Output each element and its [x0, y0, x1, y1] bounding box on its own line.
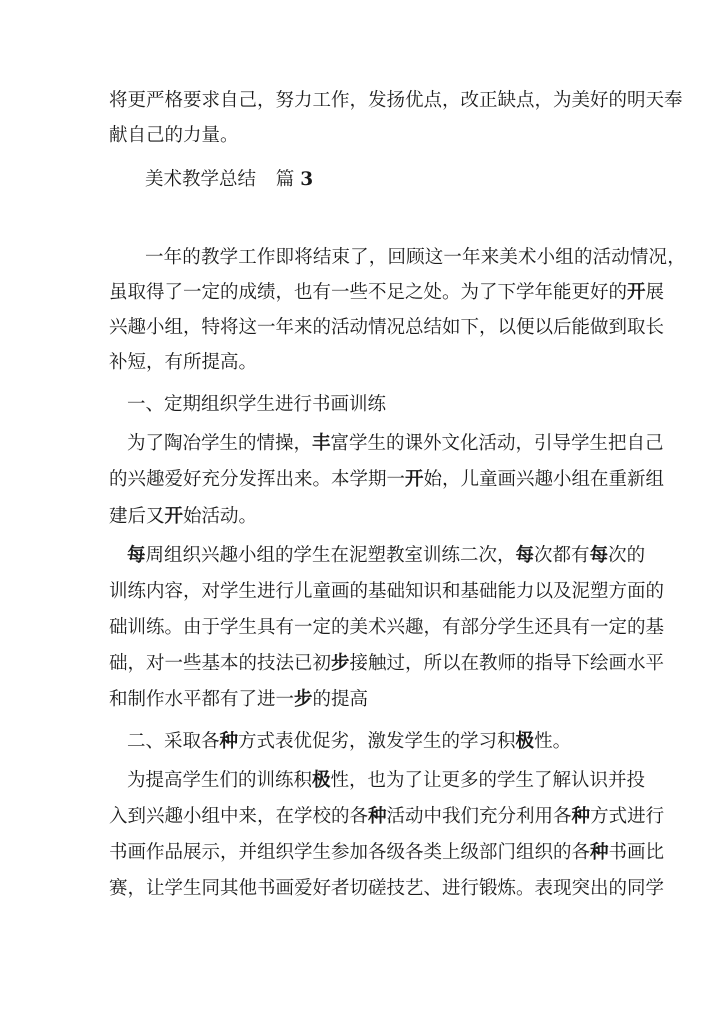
- paragraph-line: [109, 123, 613, 149]
- paragraph-line: [109, 88, 683, 114]
- text-segment: 方式进行: [590, 806, 665, 827]
- heading-text: 一、定期组织学生进行书画训练: [127, 394, 387, 415]
- text-segment: 次的: [608, 545, 646, 566]
- text-segment: 周组织兴趣小组的学生在泥塑教室训练二次，: [145, 545, 516, 566]
- text-segment: 性，也为了让更多的学生了解认识并投: [330, 770, 646, 791]
- paragraph-line: [109, 687, 613, 713]
- paragraph-line: [109, 315, 665, 341]
- text-segment-bold: 每: [127, 545, 146, 566]
- text-segment-bold: 种: [590, 842, 609, 863]
- text-segment: 为了陶冶学生的情操，: [127, 433, 313, 454]
- text-segment: 书画作品展示，并组织学生参加各级各类上级部门组织的各: [109, 842, 591, 863]
- text-segment: 虽取得了一定的成绩，也有一些不足之处。为了下学年能更好的: [109, 282, 628, 303]
- text-segment-bold: 开: [627, 282, 646, 303]
- text-segment-bold: 开: [164, 506, 184, 527]
- text-segment-bold: 步: [294, 689, 313, 710]
- heading-text: 美术教学总结: [145, 169, 257, 190]
- text-segment: 的提高: [312, 689, 369, 710]
- text-segment: 活动中我们充分利用各: [386, 806, 572, 827]
- paragraph-line: [127, 768, 646, 794]
- paragraph-line: [127, 431, 664, 457]
- text-segment: 补短，有所提高。: [109, 352, 258, 373]
- heading-text-bold: 极: [515, 731, 535, 752]
- paragraph-line: [109, 579, 665, 605]
- text-segment-bold: 步: [331, 653, 350, 674]
- text-segment: 将更严格要求自己，努力工作，发扬优点，改正缺点，为美好的明天奉: [109, 90, 683, 111]
- text-segment: 础，对一些基本的技法已初: [109, 653, 332, 674]
- text-segment: 始，儿童画兴趣小组在重新组: [423, 469, 665, 490]
- paragraph-line: [109, 651, 665, 677]
- text-segment: 赛，让学生同其他书画爱好者切磋技艺、进行锻炼。表现突出的同学: [109, 878, 665, 899]
- text-segment: 始活动。: [183, 506, 258, 527]
- paragraph-line: [109, 280, 665, 306]
- text-segment: 入到兴趣小组中来，在学校的各: [109, 806, 369, 827]
- text-segment-bold: 种: [368, 806, 387, 827]
- text-segment: 献自己的力量。: [109, 125, 239, 146]
- section-heading: [127, 392, 613, 418]
- heading-text-bold: 种: [219, 731, 239, 752]
- heading-text: 性。: [534, 731, 572, 752]
- paragraph-line: [109, 840, 665, 866]
- text-segment-bold: 每: [515, 545, 535, 566]
- text-segment: 为提高学生们的训练积: [127, 770, 313, 791]
- text-segment-bold: 极: [312, 770, 331, 791]
- text-segment-bold: 每: [589, 545, 609, 566]
- text-segment-bold: 丰: [312, 433, 331, 454]
- paragraph-line: [109, 350, 613, 376]
- paragraph-line: [109, 504, 613, 530]
- paragraph-line: [109, 467, 665, 493]
- text-segment: 的兴趣爱好充分发挥出来。本学期一: [109, 469, 406, 490]
- section-heading: [127, 729, 613, 755]
- text-segment: 书画比: [608, 842, 665, 863]
- text-segment: 训练内容，对学生进行儿童画的基础知识和基础能力以及泥塑方面的: [109, 581, 665, 602]
- text-segment-bold: 开: [405, 469, 424, 490]
- heading-number: 3: [300, 169, 314, 190]
- heading-text: 方式表优促劣，激发学生的学习积: [238, 731, 516, 752]
- paragraph-line: [109, 615, 665, 641]
- text-segment: 次都有: [534, 545, 590, 566]
- text-segment: 础训练。由于学生具有一定的美术兴趣，有部分学生还具有一定的基: [109, 617, 665, 638]
- heading-text: 篇: [275, 169, 295, 190]
- paragraph-line: [109, 804, 665, 830]
- text-segment: 接触过，所以在教师的指导下绘画水平: [349, 653, 665, 674]
- text-segment: 富学生的课外文化活动，引导学生把自己: [330, 433, 664, 454]
- section-heading: [145, 167, 445, 193]
- text-segment: 兴趣小组，特将这一年来的活动情况总结如下，以便以后能做到取长: [109, 317, 665, 338]
- text-segment: 展: [645, 282, 665, 303]
- text-segment: 建后又: [109, 506, 165, 527]
- text-segment-bold: 种: [571, 806, 591, 827]
- paragraph-line: [109, 876, 665, 902]
- paragraph-line: [145, 245, 686, 271]
- text-segment: 一年的教学工作即将结束了，回顾这一年来美术小组的活动情况，: [145, 247, 686, 268]
- text-segment: 和制作水平都有了进一: [109, 689, 295, 710]
- heading-text: 二、采取各: [127, 731, 220, 752]
- paragraph-line: [127, 543, 646, 569]
